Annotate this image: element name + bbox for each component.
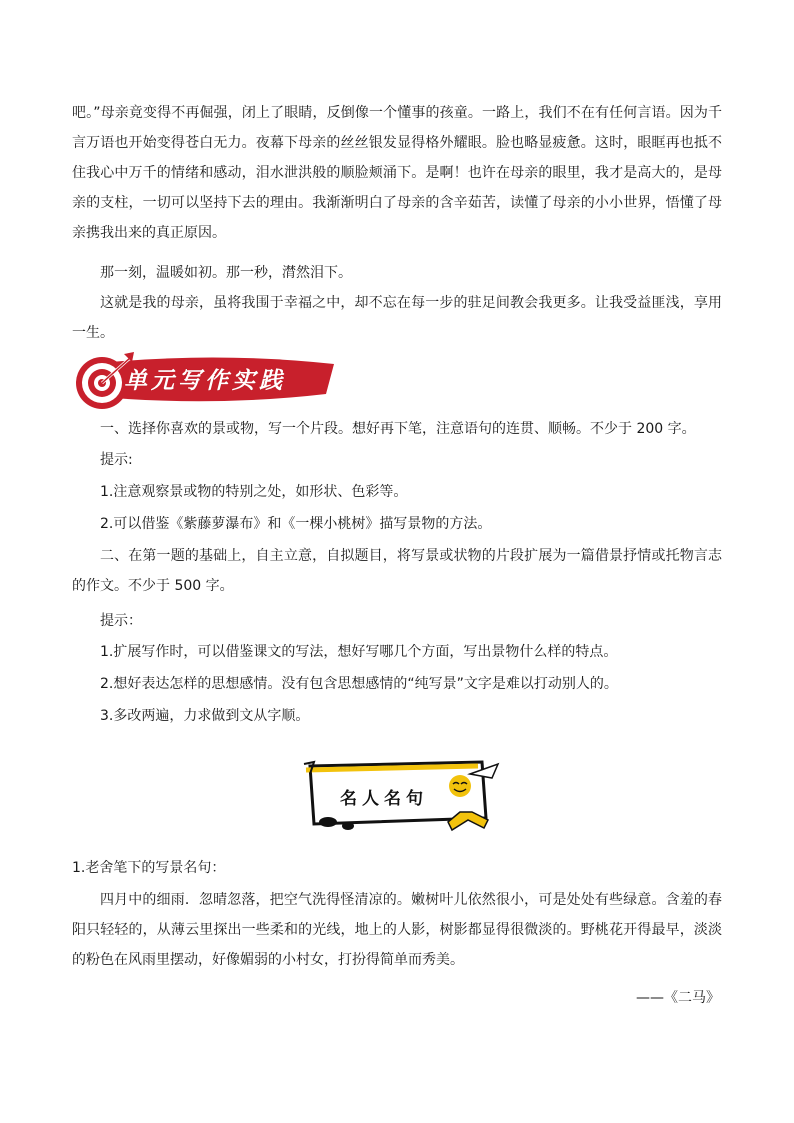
essay-paragraph-2: 那一刻，温暖如初。那一秒，潸然泪下。 <box>100 265 352 281</box>
tip-2-item-2: 2.想好表达怎样的思想感情。没有包含思想感情的“纯写景”文字是难以打动别人的。 <box>100 676 618 692</box>
section-title: 单元写作实践 <box>124 367 286 394</box>
task-1: 一、选择你喜欢的景或物，写一个片段。想好再下笔，注意语句的连贯、顺畅。不少于 200 字。 <box>100 421 696 437</box>
essay-paragraph-1: 吧。”母亲竟变得不再倔强，闭上了眼睛，反倒像一个懂事的孩童。一路上，我们不在有任何言语。因为千言万语也开始变得苍白无力。夜幕下母亲的丝丝银发显得格外耀眼。脸也略显疲惫。这时，眼眶再也抵不住我心中万千的情绪和感动，泪水泄洪般的顺脸颊涌下。是啊！也许在母亲的眼里，我才是高大的，是母亲的支柱，一切可以坚持下去的理由。我渐渐明白了母亲的含辛茹苦，读懂了母亲的小小世界，悟懂了母亲携我出来的真正原因。 <box>72 105 722 241</box>
tip-1-label: 提示: <box>100 452 133 468</box>
tip-2-item-1: 1.扩展写作时，可以借鉴课文的写法，想好写哪几个方面，写出景物什么样的特点。 <box>100 644 618 660</box>
tip-2-item-3: 3.多改两遍，力求做到文从字顺。 <box>100 708 310 724</box>
quote-item-heading: 1.老舍笔下的写景名句： <box>72 860 226 876</box>
tip-2-label: 提示： <box>100 613 142 629</box>
quotes-title: 名人名句 <box>340 789 428 809</box>
quote-source: ——《二马》 <box>636 990 720 1006</box>
quote-item-text: 四月中的细雨．忽晴忽落，把空气洗得怪清凉的。嫩树叶儿依然很小，可是处处有些绿意。含羞的春阳只轻轻的，从薄云里探出一些柔和的光线，地上的人影，树影都显得很微淡的。野桃花开得最早，淡淡的粉色在风雨里摆动，好像媚弱的小村女，打扮得简单而秀美。 <box>72 892 722 968</box>
task-2: 二、在第一题的基础上，自主立意，自拟题目，将写景或状物的片段扩展为一篇借景抒情或托物言志的作文。不少于 500 字。 <box>72 548 722 594</box>
essay-paragraph-3: 这就是我的母亲，虽将我围于幸福之中，却不忘在每一步的驻足间教会我更多。让我受益匪浅，享用一生。 <box>72 295 722 341</box>
tip-1-item-2: 2.可以借鉴《紫藤萝瀑布》和《一棵小桃树》描写景物的方法。 <box>100 516 492 532</box>
tip-1-item-1: 1.注意观察景或物的特别之处，如形状、色彩等。 <box>100 484 408 500</box>
